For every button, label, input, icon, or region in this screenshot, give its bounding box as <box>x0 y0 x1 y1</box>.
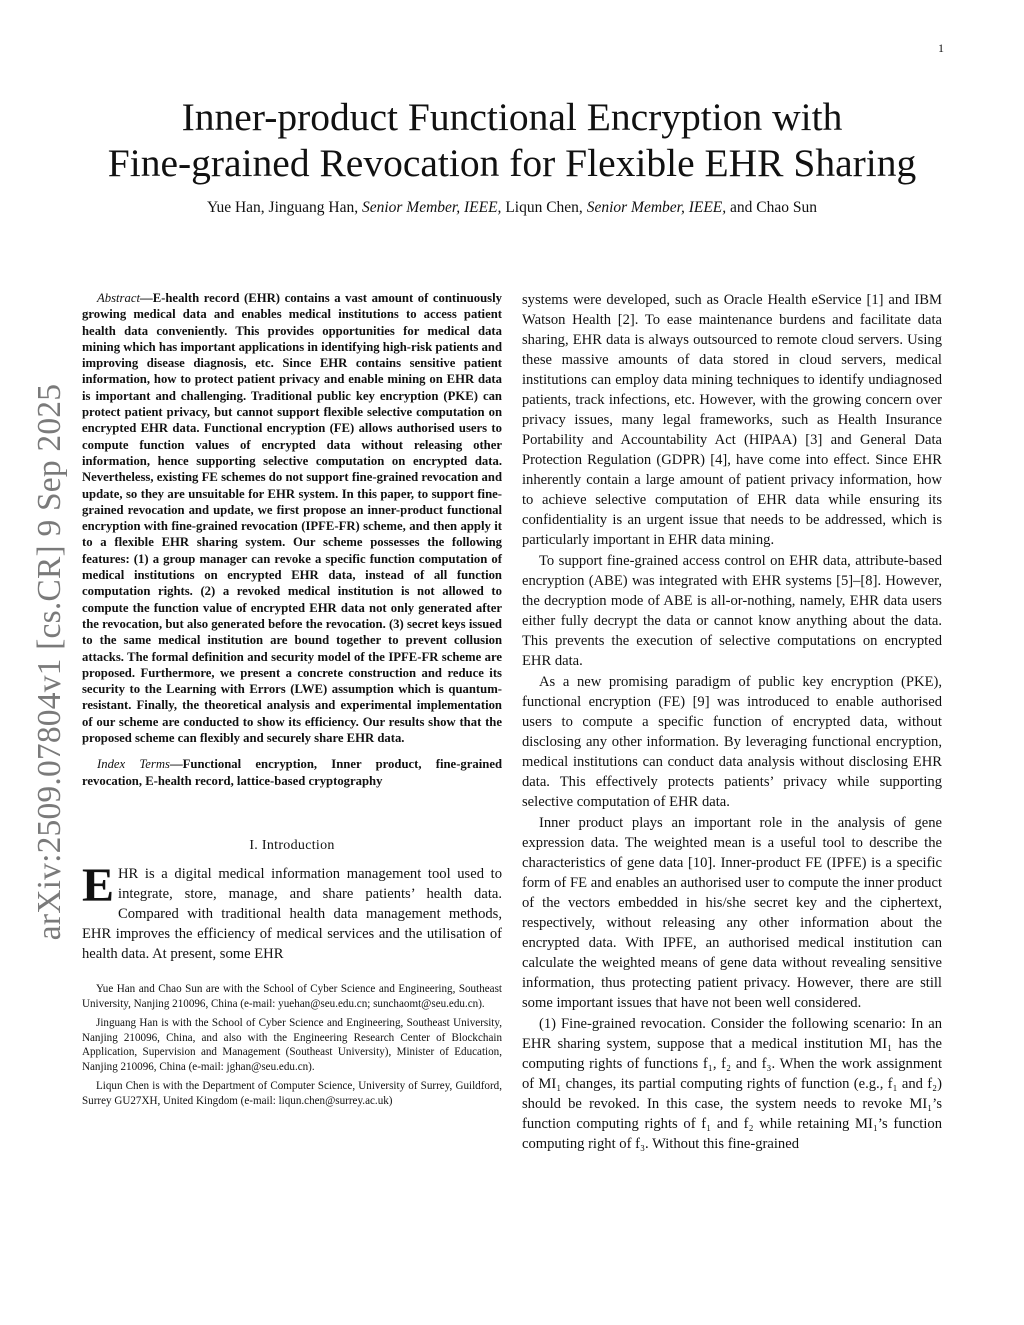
author-role-1: Senior Member, IEEE, <box>361 199 502 216</box>
body-paragraph-3: As a new promising paradigm of public key encryption (PKE), functional encryption (FE) [9] was introduced to enable authorised users to compute a specific function of encrypted data, without disclosing any other information. By leveraging functional encryption, medical institutions can conduct data analysis without disclosing EHR data. This effectively protects patients’ privacy while supporting selective computation of EHR data. <box>522 674 942 810</box>
introduction-paragraph <box>82 858 502 964</box>
index-terms-label: Index Terms <box>97 757 170 772</box>
author-footnotes <box>82 982 502 1109</box>
author-list <box>0 199 1024 217</box>
arxiv-identifier-stamp[interactable]: arXiv:2509.07804v1 [cs.CR] 9 Sep 2025 <box>31 383 68 941</box>
author-names-1: Yue Han, Jinguang Han, <box>206 199 362 216</box>
body-paragraph-1: systems were developed, such as Oracle Health eService [1] and IBM Watson Health [2]. To ease maintenance burdens and facilitate data sharing, EHR data is always outsourced to remote cloud servers. Using these massive amounts of data stored in cloud servers, medical institutions can employ data mining techniques to identify undiagnosed patients, track infections, etc. However, with the growing concern over privacy issues, many legal frameworks, such as Health Insurance Portability and Accountability Act (HIPAA) [3] and General Data Protection Regulation (GDPR) [4], have come into effect. Since EHR inherently contain a large amount of patient privacy information, how to achieve selective computation of EHR data while ensuring its confidentiality is an urgent issue that needs to be addressed, which is particularly important in EHR data mining. <box>522 292 942 548</box>
drop-cap-letter: E <box>82 858 115 912</box>
footnote-3: Liqun Chen is with the Department of Computer Science, University of Surrey, Guildford, Surrey GU27XH, United Kingdom (e-mail: liqun.chen@surrey.ac.uk) <box>82 1080 502 1108</box>
title-line-2: Fine-grained Revocation for Flexible EHR Sharing <box>107 141 917 185</box>
author-names-2: Liqun Chen, <box>501 199 587 216</box>
section-heading-introduction: I. Introduction <box>249 837 335 853</box>
body-paragraph-4: Inner product plays an important role in the analysis of gene expression data. The weighted mean is a useful tool to describe the characteristics of gene data [10]. Inner-product FE (IPFE) is a specific form of FE and enables an authorised user to compute the inner product of the vectors embedded in his/she secret key and the ciphertext, respectively, without releasing any other information about the encrypted data. With IPFE, an authorised medical institution can calculate the weighted means of gene data without revealing sensitive information, thus protecting patient privacy. However, there are still some important issues that have not been well considered. <box>522 815 942 1011</box>
right-column <box>522 290 942 1155</box>
page-number: 1 <box>938 41 944 55</box>
introduction-text: HR is a digital medical information management tool used to integrate, store, manage, and share patients’ health data. Compared with traditional health data management methods, EHR improves the efficiency of medical services and the utilisation of health data. At present, some EHR <box>82 865 502 962</box>
body-paragraph-2: To support fine-grained access control on EHR data, attribute-based encryption (ABE) was integrated with EHR systems [5]–[8]. However, the decryption mode of ABE is all-or-nothing, namely, EHR data users either fully decrypt the data or cannot know anything about the data. This prevents the execution of selective computations on encrypted EHR data. <box>522 553 942 669</box>
footnote-1: Yue Han and Chao Sun are with the School of Cyber Science and Engineering, Southeast University, Nanjing 210096, China (e-mail: yuehan@seu.edu.cn; sunchaomt@seu.edu.cn). <box>82 982 502 1010</box>
abstract-label: Abstract <box>97 291 140 305</box>
body-paragraph-5: (1) Fine-grained revocation. Consider the following scenario: In an EHR sharing system, suppose that a medical institution MI₁ has the computing rights of functions f₁, f₂ and f₃. When the work assignment of MI₁ changes, its partial computing rights of function (e.g., f₁ and f₂) should be revoked. In this case, the system needs to revoke MI₁’s function computing rights of f₁ and f₂ while retaining MI₁’s function computing right of f₃. Without this fine-grained <box>522 1016 942 1152</box>
paper-title <box>0 94 1024 186</box>
index-terms-text: —Functional encryption, Inner product, fine-grained revocation, E-health record, lattice-based cryptography <box>82 757 503 788</box>
abstract <box>82 290 502 746</box>
index-terms <box>82 756 502 789</box>
left-column <box>82 290 502 1114</box>
abstract-text: —E-health record (EHR) contains a vast amount of continuously growing medical data and enables medical institutions to access patient health data conveniently. This provides opportunities for medical data mining which has important applications in identifying high-risk patients and improving disease diagnosis, etc. Since EHR contains sensitive patient information, how to protect patient privacy and enable mining on EHR data is important and challenging. Traditional public key encryption (PKE) can protect patient privacy, but cannot support flexible selective computation on encrypted EHR data. Functional encryption (FE) allows authorised users to compute function values of encrypted data without releasing other information, hence supporting selective computation on encrypted data. Nevertheless, existing FE schemes do not support fine-grained revocation and update, so they are unsuitable for EHR system. In this paper, to support fine-grained revocation and update, we first propose an inner-product functional encryption with fine-grained revocation (IPFE-FR) scheme, and then apply it to a flexible EHR sharing system. Our scheme possesses the following features: (1) a group manager can revoke a specific function computation of medical institutions on encrypted EHR data, instead of all function computation rights. (2) a revoked medical institution is not allowed to compute the function value of encrypted EHR data not only generated after the revocation, but also generated before the revocation. (3) secret keys issued to the same medical institution are bound together to prevent collusion attacks. The formal definition and security model of the IPFE-FR scheme are proposed. Furthermore, we present a concrete construction and reduce its security to the Learning with Errors (LWE) assumption which is quantum-resistant. Finally, the theoretical analysis and experimental implementation of our scheme are conducted to show its efficiency. Our results show that the proposed scheme can flexibly and securely share EHR data. <box>82 291 502 746</box>
author-role-2: Senior Member, IEEE, <box>586 199 727 216</box>
author-names-3: and Chao Sun <box>726 199 817 216</box>
title-line-1: Inner-product Functional Encryption with <box>181 95 843 139</box>
footnote-2: Jinguang Han is with the School of Cyber Science and Engineering, Southeast University, Nanjing 210096, China, and also with the Engineering Research Center of Blockchain Application, Supervision and Management (Southeast University), Minister of Education, Nanjing 210096, China (e-mail: jghan@seu.edu.cn). <box>82 1017 502 1073</box>
